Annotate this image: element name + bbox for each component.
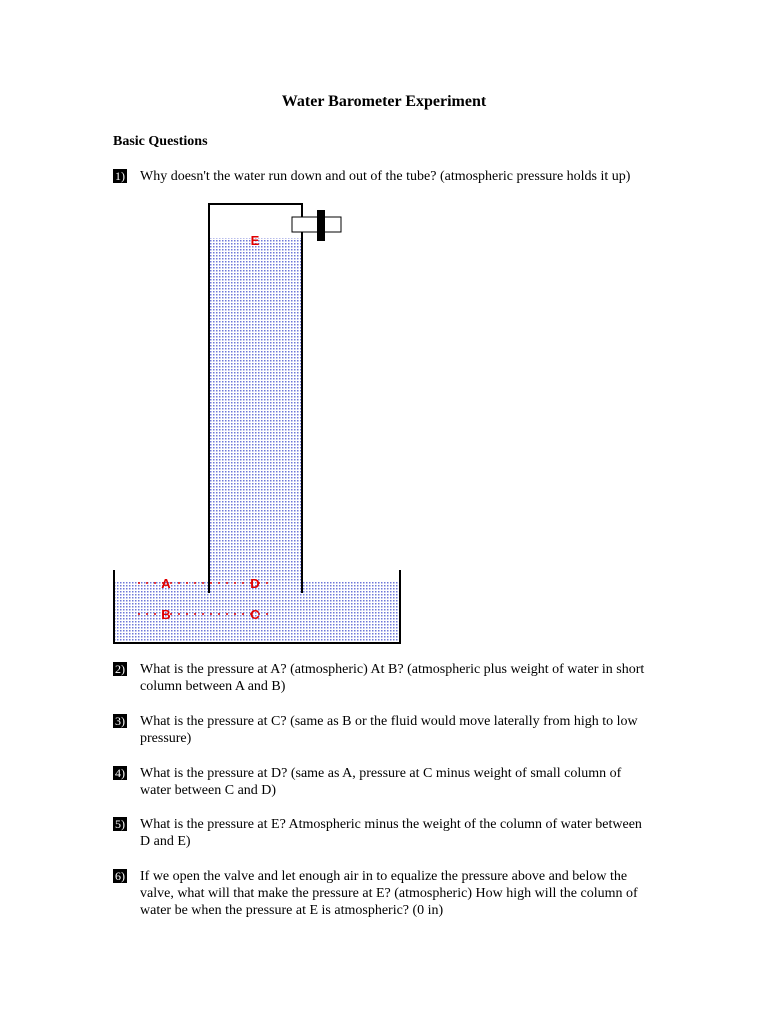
question-1 [113,168,653,185]
question-6 [113,868,653,919]
question-text: Why doesn't the water run down and out of the tube? (atmospheric pressure holds it up) [140,169,631,184]
tube-water [210,238,301,583]
question-5 [113,816,653,850]
label-c: C [250,607,260,622]
question-number: 6) [115,869,125,883]
label-d: D [250,576,260,591]
question-text: What is the pressure at C? (same as B or the fluid would move laterally from high to low pressure) [140,714,638,746]
question-text: What is the pressure at A? (atmospheric) At B? (atmospheric plus weight of water in short column between A and B) [140,662,645,694]
page-title: Water Barometer Experiment [281,93,487,110]
question-3 [113,713,653,747]
section-heading: Basic Questions [113,134,208,149]
question-number: 4) [115,766,125,780]
label-e: E [250,233,260,248]
question-number: 5) [115,817,125,831]
label-a: A [161,576,171,591]
question-text: What is the pressure at D? (same as A, pressure at C minus weight of small column of water between C and D) [140,766,622,798]
question-2 [113,661,653,695]
valve-pipe [292,217,341,232]
question-number: 2) [115,662,125,676]
question-text: If we open the valve and let enough air in to equalize the pressure above and below the valve, what will that make the pressure at E? (atmospheric) How high will the column of water be when the pressure at E is atmospheric? (0 in) [140,869,638,918]
question-number: 3) [115,714,125,728]
question-number: 1) [115,169,125,183]
valve-handle [317,210,325,241]
question-4 [113,765,653,799]
question-text: What is the pressure at E? Atmospheric minus the weight of the column of water between D and E) [140,817,642,849]
label-b: B [161,607,171,622]
